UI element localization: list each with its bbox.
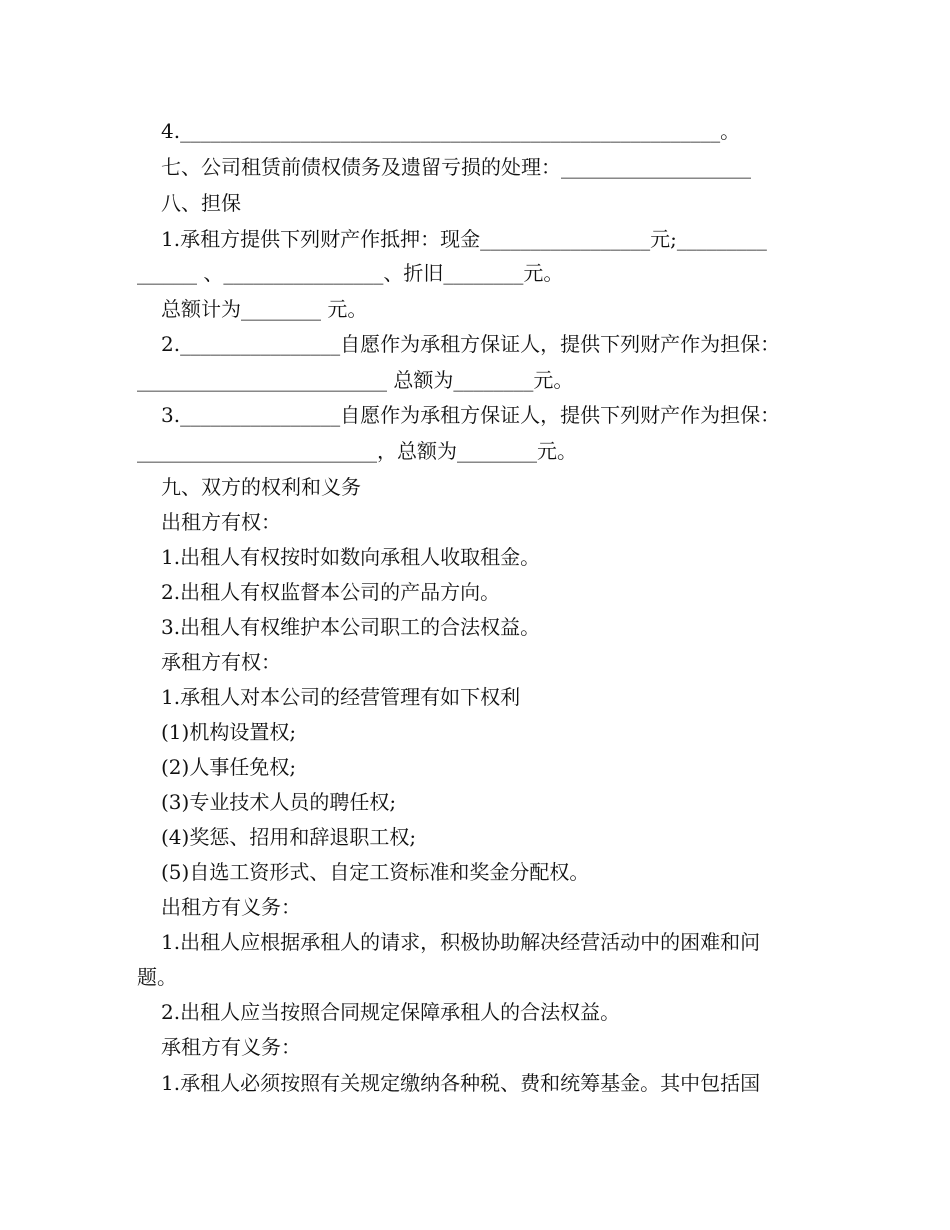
- section-7-heading: 七、公司租赁前债权债务及遗留亏损的处理：___________________: [161, 155, 751, 179]
- lessee-right-1: 1.承租人对本公司的经营管理有如下权利: [161, 685, 521, 709]
- guarantee-item-2-continued: _________________________ 总额为________元。: [137, 368, 574, 392]
- guarantee-item-3: 3.________________自愿作为承租方保证人，提供下列财产作为担保：: [161, 403, 781, 427]
- lessor-right-3: 3.出租人有权维护本公司职工的合法权益。: [161, 615, 541, 639]
- guarantee-item-2: 2.________________自愿作为承租方保证人，提供下列财产作为担保：: [161, 332, 781, 356]
- lessee-right-1-sub-2: (2)人事任免权;: [161, 755, 297, 779]
- section-8-heading: 八、担保: [161, 191, 241, 215]
- clause-item-4-blank: 4.______________________________________________________。: [161, 119, 741, 143]
- lessor-duties-heading: 出租方有义务：: [161, 895, 301, 919]
- lessor-duty-2: 2.出租人应当按照合同规定保障承租人的合法权益。: [161, 1000, 621, 1024]
- lessor-duty-1-continued: 题。: [137, 965, 177, 989]
- lessee-duties-heading: 承租方有义务：: [161, 1035, 301, 1059]
- guarantee-item-3-continued: ________________________，总额为________元。: [137, 439, 577, 463]
- lessee-rights-heading: 承租方有权：: [161, 650, 281, 674]
- lessee-duty-1: 1.承租人必须按照有关规定缴纳各种税、费和统筹基金。其中包括国: [161, 1071, 761, 1095]
- lessor-duty-1: 1.出租人应根据承租人的请求，积极协助解决经营活动中的困难和问: [161, 930, 761, 954]
- lessee-right-1-sub-3: (3)专业技术人员的聘任权;: [161, 790, 397, 814]
- lessee-right-1-sub-5: (5)自选工资形式、自定工资标准和奖金分配权。: [161, 860, 590, 884]
- lessor-right-1: 1.出租人有权按时如数向承租人收取租金。: [161, 545, 541, 569]
- guarantee-total: 总额计为________ 元。: [161, 297, 368, 321]
- lessee-right-1-sub-4: (4)奖惩、招用和辞退职工权;: [161, 825, 417, 849]
- guarantee-item-1: 1.承租方提供下列财产作抵押：现金_________________元;_________: [161, 227, 767, 251]
- guarantee-item-1-continued: ______ 、________________、折旧________元。: [137, 261, 564, 285]
- lessor-rights-heading: 出租方有权：: [161, 510, 281, 534]
- section-9-heading: 九、双方的权利和义务: [161, 475, 361, 499]
- lessee-right-1-sub-1: (1)机构设置权;: [161, 720, 297, 744]
- lessor-right-2: 2.出租人有权监督本公司的产品方向。: [161, 580, 501, 604]
